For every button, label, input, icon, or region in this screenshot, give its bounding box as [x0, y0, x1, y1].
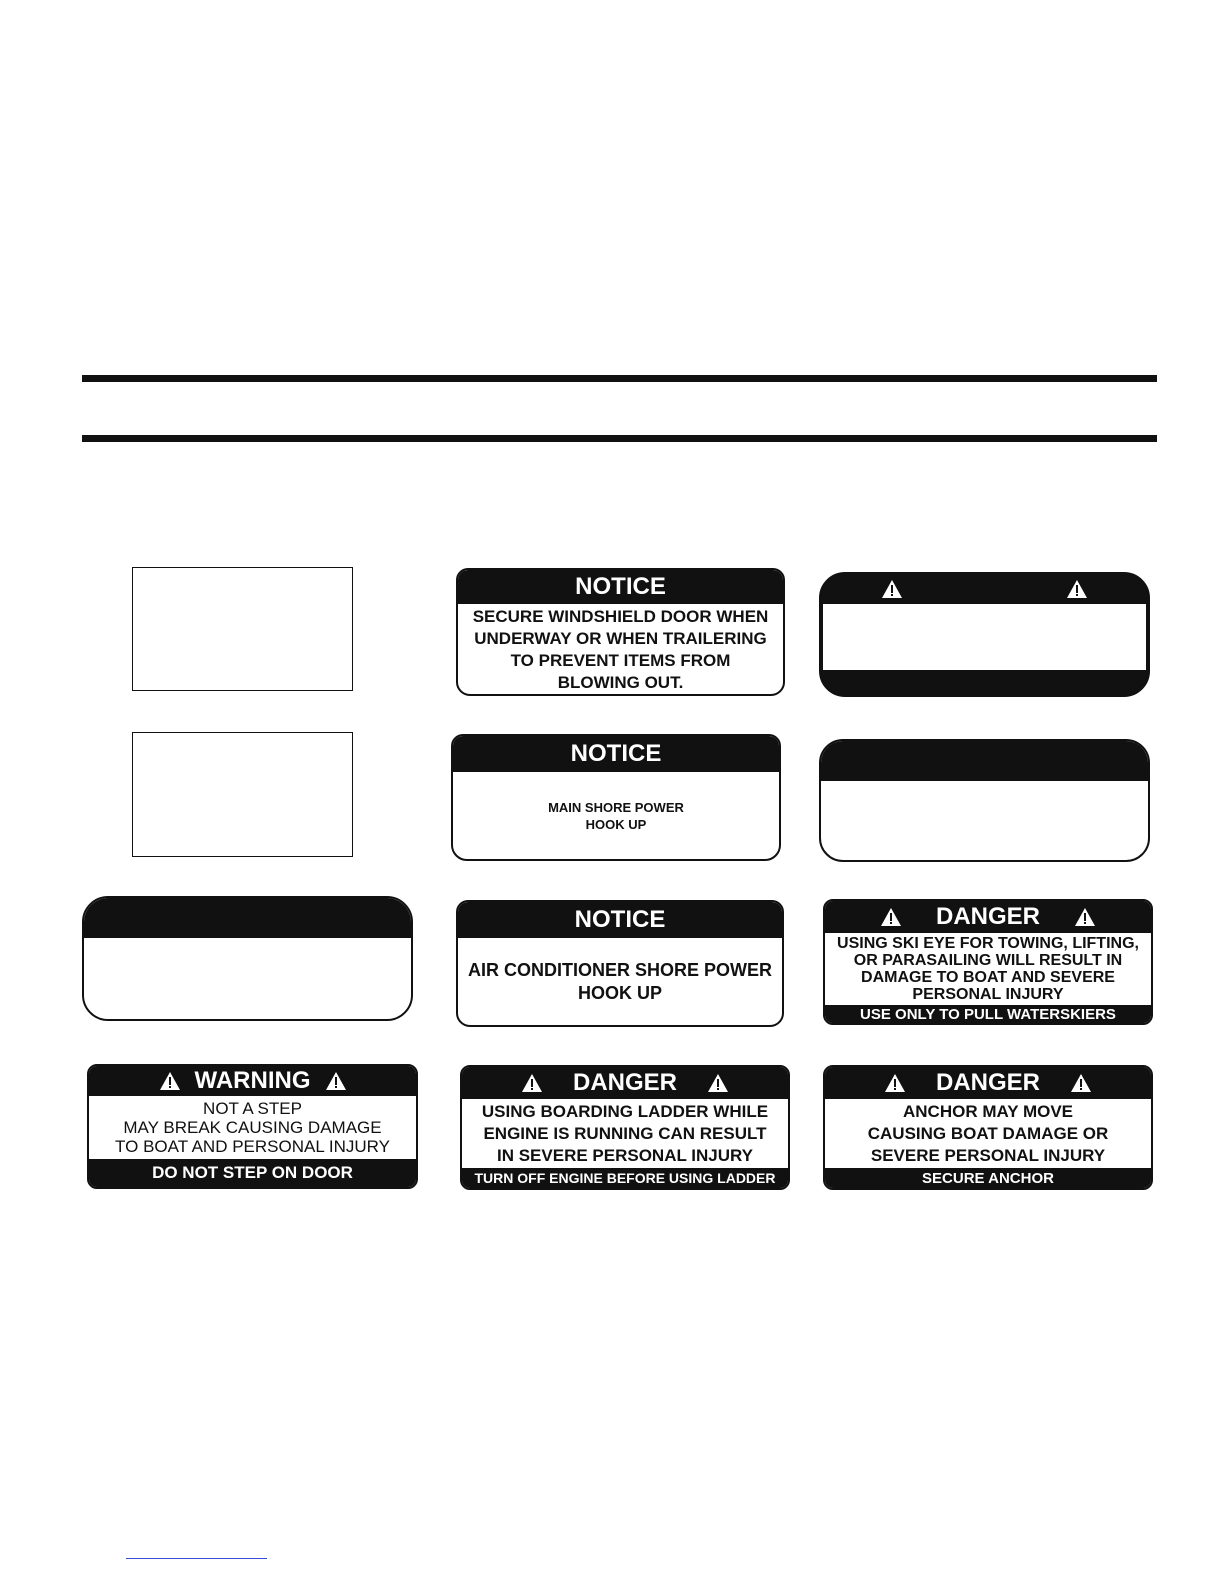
- blank-label-box-2: [132, 732, 353, 857]
- warning-triangle-icon: [881, 579, 903, 599]
- blank-header-bar: [821, 741, 1148, 781]
- blank-label-box-1: [132, 567, 353, 691]
- danger-footer: [825, 1168, 1151, 1188]
- warning-line: MAY BREAK CAUSING DAMAGE: [123, 1118, 382, 1137]
- notice-line: AIR CONDITIONER SHORE POWER: [467, 959, 772, 980]
- danger-body: [825, 1099, 1151, 1168]
- blank-caution-decal: [819, 572, 1150, 697]
- warning-line: TO BOAT AND PERSONAL INJURY: [115, 1137, 390, 1156]
- notice-body: [453, 772, 779, 859]
- danger-header: [462, 1067, 788, 1099]
- warning-triangle-icon: [159, 1071, 181, 1091]
- notice-header-text: NOTICE: [574, 906, 666, 933]
- notice-line: HOOK UP: [577, 982, 662, 1003]
- danger-footer-text: TURN OFF ENGINE BEFORE USING LADDER: [474, 1170, 776, 1186]
- warning-footer-text: DO NOT STEP ON DOOR: [152, 1163, 353, 1182]
- blank-header-decal-1: [819, 739, 1150, 862]
- warning-triangle-icon: [1066, 579, 1088, 599]
- danger-line: PERSONAL INJURY: [912, 986, 1064, 1003]
- danger-line: USING BOARDING LADDER WHILE: [481, 1101, 769, 1121]
- danger-body: [462, 1099, 788, 1168]
- warning-triangle-icon: [884, 1073, 906, 1093]
- danger-line: IN SEVERE PERSONAL INJURY: [496, 1145, 753, 1165]
- danger-header-text: DANGER: [935, 1069, 1040, 1096]
- blank-header-decal-2: [82, 896, 413, 1021]
- notice-header: [458, 902, 782, 938]
- danger-boarding-ladder-decal: [460, 1065, 790, 1190]
- danger-header: [825, 901, 1151, 933]
- warning-triangle-icon: [521, 1073, 543, 1093]
- danger-body: [825, 933, 1151, 1005]
- danger-footer: [825, 1005, 1151, 1023]
- warning-footer: [89, 1159, 416, 1187]
- danger-line: CAUSING BOAT DAMAGE OR: [867, 1123, 1109, 1143]
- notice-line: UNDERWAY OR WHEN TRAILERING: [474, 629, 767, 648]
- danger-line: OR PARASAILING WILL RESULT IN: [853, 952, 1123, 969]
- blank-caution-body: [823, 604, 1146, 670]
- warning-triangle-icon: [880, 907, 902, 927]
- danger-ski-eye-decal: [823, 899, 1153, 1025]
- bottom-rule: [82, 435, 1157, 442]
- danger-footer-text: SECURE ANCHOR: [922, 1169, 1054, 1187]
- notice-line: HOOK UP: [585, 816, 647, 832]
- notice-body: [458, 604, 783, 694]
- danger-line: ANCHOR MAY MOVE: [902, 1101, 1074, 1121]
- danger-header: [825, 1067, 1151, 1099]
- notice-windshield-decal: [456, 568, 785, 696]
- top-rule: [82, 375, 1157, 382]
- warning-triangle-icon: [1070, 1073, 1092, 1093]
- blank-caution-footer: [821, 670, 1148, 695]
- warning-header: [89, 1066, 416, 1096]
- notice-header-text: NOTICE: [570, 740, 662, 767]
- warning-header-text: WARNING: [194, 1067, 311, 1094]
- link-underline: [126, 1558, 267, 1559]
- warning-body: [89, 1096, 416, 1159]
- notice-line: SECURE WINDSHIELD DOOR WHEN: [472, 607, 769, 626]
- notice-header: [458, 570, 783, 604]
- notice-air-conditioner-decal: [456, 900, 784, 1027]
- danger-header-text: DANGER: [572, 1069, 677, 1096]
- notice-body: [458, 938, 782, 1025]
- blank-header-bar: [84, 898, 411, 938]
- warning-triangle-icon: [707, 1073, 729, 1093]
- notice-line: TO PREVENT ITEMS FROM: [510, 651, 731, 670]
- danger-line: SEVERE PERSONAL INJURY: [870, 1145, 1106, 1165]
- warning-line: NOT A STEP: [203, 1099, 302, 1118]
- danger-line: DAMAGE TO BOAT AND SEVERE: [861, 969, 1115, 986]
- notice-header-text: NOTICE: [575, 573, 666, 600]
- danger-footer: [462, 1168, 788, 1188]
- danger-line: ENGINE IS RUNNING CAN RESULT: [483, 1123, 767, 1143]
- warning-triangle-icon: [1074, 907, 1096, 927]
- danger-header-text: DANGER: [935, 903, 1040, 930]
- notice-line: BLOWING OUT.: [557, 673, 684, 692]
- warning-triangle-icon: [325, 1071, 347, 1091]
- notice-header: [453, 736, 779, 772]
- danger-footer-text: USE ONLY TO PULL WATERSKIERS: [860, 1005, 1116, 1023]
- warning-not-a-step-decal: [87, 1064, 418, 1189]
- notice-main-shore-power-decal: [451, 734, 781, 861]
- notice-line: MAIN SHORE POWER: [548, 799, 684, 815]
- danger-anchor-decal: [823, 1065, 1153, 1190]
- blank-caution-header: [821, 574, 1148, 604]
- danger-line: USING SKI EYE FOR TOWING, LIFTING,: [837, 935, 1139, 952]
